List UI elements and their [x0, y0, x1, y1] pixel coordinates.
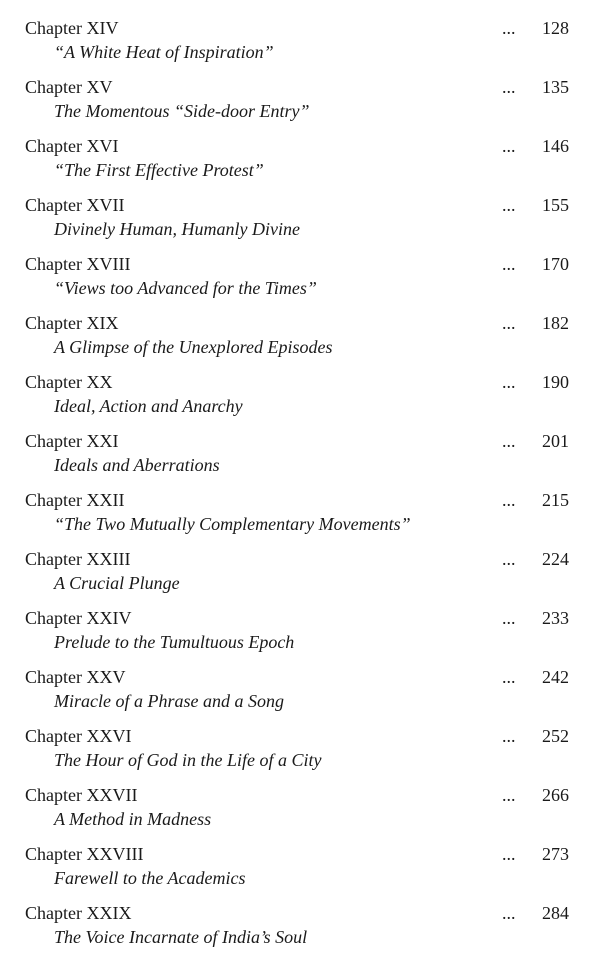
dot-leader: ...: [502, 667, 516, 687]
dot-leader: ...: [502, 903, 516, 923]
toc-entry: [0, 548, 600, 606]
chapter-label: Chapter XXII: [25, 490, 125, 510]
page-number: 242: [542, 667, 569, 687]
dot-leader: ...: [502, 608, 516, 628]
toc-entry: [0, 135, 600, 193]
toc-entry: [0, 666, 600, 724]
dot-leader: ...: [502, 785, 516, 805]
toc-entry: [0, 784, 600, 842]
dot-leader: ...: [502, 77, 516, 97]
toc-entry: [0, 17, 600, 75]
dot-leader: ...: [502, 372, 516, 392]
chapter-label: Chapter XIX: [25, 313, 119, 333]
chapter-title: A Glimpse of the Unexplored Episodes: [54, 337, 333, 357]
dot-leader: ...: [502, 490, 516, 510]
chapter-label: Chapter XVII: [25, 195, 125, 215]
page-number: 146: [542, 136, 569, 156]
toc-entry: [0, 312, 600, 370]
chapter-title: Miracle of a Phrase and a Song: [54, 691, 284, 711]
toc-entry: [0, 430, 600, 488]
page-number: 284: [542, 903, 569, 923]
page-number: 190: [542, 372, 569, 392]
toc-entry: [0, 843, 600, 901]
chapter-label: Chapter XXI: [25, 431, 119, 451]
chapter-title: “A White Heat of Inspiration”: [54, 42, 274, 62]
page-number: 128: [542, 18, 569, 38]
chapter-title: The Voice Incarnate of India’s Soul: [54, 927, 308, 947]
chapter-title: The Hour of God in the Life of a City: [54, 750, 322, 770]
dot-leader: ...: [502, 431, 516, 451]
chapter-title: Prelude to the Tumultuous Epoch: [54, 632, 295, 652]
dot-leader: ...: [502, 136, 516, 156]
toc-entry: [0, 76, 600, 134]
dot-leader: ...: [502, 549, 516, 569]
toc-entry: [0, 607, 600, 665]
chapter-title: Divinely Human, Humanly Divine: [54, 219, 300, 239]
dot-leader: ...: [502, 726, 516, 746]
chapter-title: “The First Effective Protest”: [54, 160, 264, 180]
chapter-label: Chapter XXIX: [25, 903, 132, 923]
toc-entry: [0, 371, 600, 429]
chapter-label: Chapter XVI: [25, 136, 119, 156]
chapter-title: The Momentous “Side-door Entry”: [54, 101, 310, 121]
chapter-label: Chapter XXVIII: [25, 844, 144, 864]
chapter-label: Chapter XVIII: [25, 254, 131, 274]
dot-leader: ...: [502, 195, 516, 215]
chapter-label: Chapter XXV: [25, 667, 126, 687]
chapter-title: Ideals and Aberrations: [54, 455, 220, 475]
page-number: 273: [542, 844, 569, 864]
chapter-title: “Views too Advanced for the Times”: [54, 278, 317, 298]
page-number: 233: [542, 608, 569, 628]
chapter-title: A Crucial Plunge: [54, 573, 180, 593]
chapter-label: Chapter XX: [25, 372, 113, 392]
page-number: 182: [542, 313, 569, 333]
dot-leader: ...: [502, 313, 516, 333]
page-number: 252: [542, 726, 569, 746]
dot-leader: ...: [502, 254, 516, 274]
chapter-label: Chapter XXIV: [25, 608, 132, 628]
chapter-title: Farewell to the Academics: [54, 868, 246, 888]
toc-entry: [0, 725, 600, 783]
toc-entry: [0, 253, 600, 311]
chapter-title: A Method in Madness: [54, 809, 212, 829]
chapter-title: Ideal, Action and Anarchy: [54, 396, 243, 416]
page-number: 215: [542, 490, 569, 510]
chapter-label: Chapter XV: [25, 77, 113, 97]
dot-leader: ...: [502, 18, 516, 38]
chapter-label: Chapter XIV: [25, 18, 119, 38]
chapter-label: Chapter XXVI: [25, 726, 132, 746]
dot-leader: ...: [502, 844, 516, 864]
page-number: 135: [542, 77, 569, 97]
chapter-label: Chapter XXVII: [25, 785, 138, 805]
page-number: 224: [542, 549, 569, 569]
toc-entry: [0, 489, 600, 547]
toc-entry: [0, 194, 600, 252]
page-number: 170: [542, 254, 569, 274]
chapter-title: “The Two Mutually Complementary Movements”: [54, 514, 411, 534]
chapter-label: Chapter XXIII: [25, 549, 131, 569]
toc-entry: [0, 902, 600, 960]
page-number: 155: [542, 195, 569, 215]
page-number: 266: [542, 785, 569, 805]
page-number: 201: [542, 431, 569, 451]
